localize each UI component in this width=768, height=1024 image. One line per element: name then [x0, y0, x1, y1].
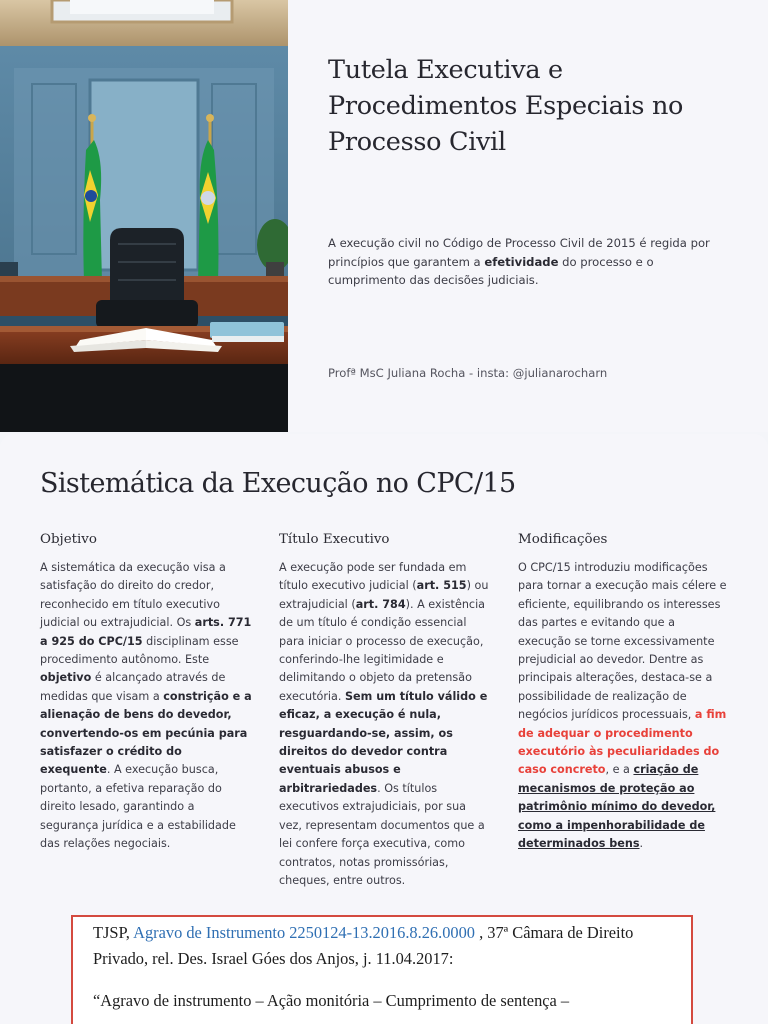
presentation-title — [328, 52, 748, 160]
case-citation-box — [71, 915, 693, 1024]
bold-span: objetivo — [40, 671, 92, 685]
author-credit: Profª MsC Juliana Rocha - insta: @julianarocharn — [328, 366, 608, 380]
column-modificacoes — [518, 532, 730, 854]
title-line-2: Procedimentos Especiais no — [328, 91, 684, 121]
column-text — [518, 559, 730, 854]
intro-bold: efetividade — [484, 254, 559, 269]
bold-span: art. 515 — [416, 579, 467, 593]
intro-text-1: A execução civil no Código de Processo Civil de 2015 é regida por princípios que garantem a — [328, 236, 710, 269]
bold-span: Sem um título válido e eficaz, a execução é nula, resguardando-se, assim, os direitos do devedor contra eventuais abusos e arbitrariedades — [279, 689, 488, 795]
courtroom-illustration — [0, 0, 288, 432]
column-heading: Modificações — [518, 532, 608, 547]
column-titulo-executivo — [279, 532, 491, 890]
citation-reference — [93, 920, 669, 972]
text-span: , e a — [605, 763, 634, 777]
column-objetivo — [40, 532, 252, 854]
title-line-1: Tutela Executiva e — [328, 55, 563, 85]
text-span: ) ou extrajudicial ( — [279, 579, 489, 611]
citation-rest: , 37ª Câmara de Direito Privado, rel. Des. Israel Góes dos Anjos, j. 11.04.2017: — [93, 923, 634, 968]
bold-span: constrição e a alienação de bens do devedor, convertendo-os em pecúnia para satisfazer o crédito do exequente — [40, 689, 252, 777]
column-heading: Título Executivo — [279, 532, 390, 547]
text-span: ). A existência de um título é condição essencial para iniciar o processo de execução, conferindo-lhe legitimidade e delimitando o objeto da pretensão executória. — [279, 597, 486, 703]
text-span: O CPC/15 introduziu modificações para tornar a execução mais célere e eficiente, equilibrando os interesses das partes e evitando que a execução se torne excessivamente prejudicial ao devedor. Dentre as principais alterações, destaca-se a possibilidade de realização de negócios jurídicos processuais, — [518, 561, 727, 722]
column-text — [279, 559, 491, 890]
bold-span: art. 784 — [355, 597, 406, 611]
content-slide — [0, 434, 768, 1024]
citation-quote: “Agravo de instrumento – Ação monitória – Cumprimento de sentença – — [93, 991, 570, 1010]
citation-prefix: TJSP, — [93, 923, 134, 942]
text-span: . A execução busca, portanto, a efetiva reparação do direito lesado, garantindo a segurança jurídica e a estabilidade das relações negociais. — [40, 763, 236, 851]
text-span: A sistemática da execução visa a satisfação do direito do credor, reconhecido em título executivo judicial ou extrajudicial. Os — [40, 561, 226, 630]
title-line-3: Processo Civil — [328, 127, 506, 157]
bold-span: arts. 771 a 925 do CPC/15 — [40, 616, 252, 648]
intro-paragraph — [328, 234, 728, 290]
column-heading: Objetivo — [40, 532, 97, 547]
slide-title: Sistemática da Execução no CPC/15 — [40, 468, 516, 499]
text-span: . — [639, 837, 644, 851]
highlight-red: a fim de adequar o procedimento executório às peculiaridades do caso concreto — [518, 708, 727, 777]
column-text — [40, 559, 252, 854]
text-span: disciplinam esse procedimento autônomo. Este — [40, 634, 239, 667]
underlined-bold: criação de mecanismos de proteção ao patrimônio mínimo do devedor, como a impenhorabilidade de determinados bens — [518, 763, 716, 851]
intro-text-2: do processo e o cumprimento das decisões judiciais. — [328, 254, 654, 287]
text-span: é alcançado através de medidas que visam a — [40, 671, 226, 703]
text-span: . Os títulos executivos extrajudiciais, por sua vez, representam documentos que a lei confere força executiva, como contratos, notas promissórias, cheques, entre outros. — [279, 781, 485, 887]
title-slide — [0, 0, 768, 432]
case-link[interactable]: Agravo de Instrumento 2250124-13.2016.8.26.0000 — [133, 923, 475, 942]
text-span: A execução pode ser fundada em título executivo judicial ( — [279, 561, 467, 593]
